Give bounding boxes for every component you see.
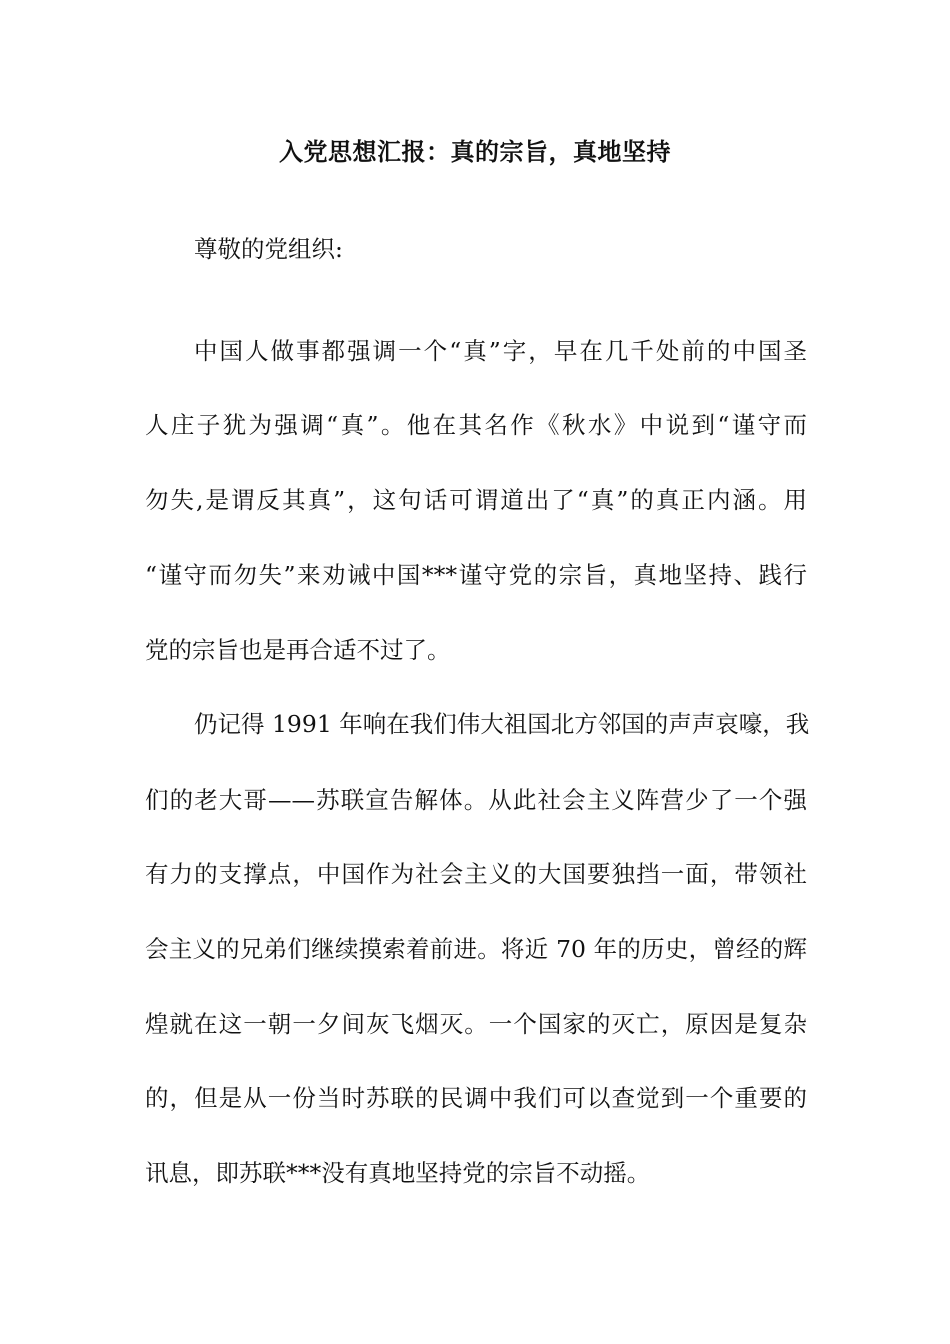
paragraph-2-line-2: 们的老大哥——苏联宣告解体。从此社会主义阵营少了一个强 — [145, 786, 807, 814]
document-title: 入党思想汇报：真的宗旨，真地坚持 — [279, 138, 671, 166]
paragraph-2-line-5: 煌就在这一朝一夕间灰飞烟灭。一个国家的灭亡，原因是复杂 — [145, 1010, 807, 1038]
salutation: 尊敬的党组织: — [194, 235, 343, 263]
paragraph-1-line-5: 党的宗旨也是再合适不过了。 — [145, 636, 451, 664]
paragraph-2-line-1: 仍记得 1991 年响在我们伟大祖国北方邻国的声声哀嚎，我 — [194, 710, 810, 738]
paragraph-1-line-4: “谨守而勿失”来劝诫中国***谨守党的宗旨，真地坚持、践行 — [145, 561, 807, 589]
paragraph-2-line-6: 的，但是从一份当时苏联的民调中我们可以查觉到一个重要的 — [145, 1084, 807, 1112]
paragraph-2-line-3: 有力的支撑点，中国作为社会主义的大国要独挡一面，带领社 — [145, 860, 807, 888]
paragraph-1-line-2: 人庄子犹为强调“真”。他在其名作《秋水》中说到“谨守而 — [145, 411, 807, 439]
paragraph-1-line-3: 勿失,是谓反其真”，这句话可谓道出了“真”的真正内涵。用 — [145, 486, 807, 514]
paragraph-1-line-1: 中国人做事都强调一个“真”字，早在几千处前的中国圣 — [194, 337, 807, 365]
paragraph-2-line-7: 讯息，即苏联***没有真地坚持党的宗旨不动摇。 — [145, 1159, 651, 1187]
paragraph-2-line-4: 会主义的兄弟们继续摸索着前进。将近 70 年的历史，曾经的辉 — [145, 935, 807, 963]
